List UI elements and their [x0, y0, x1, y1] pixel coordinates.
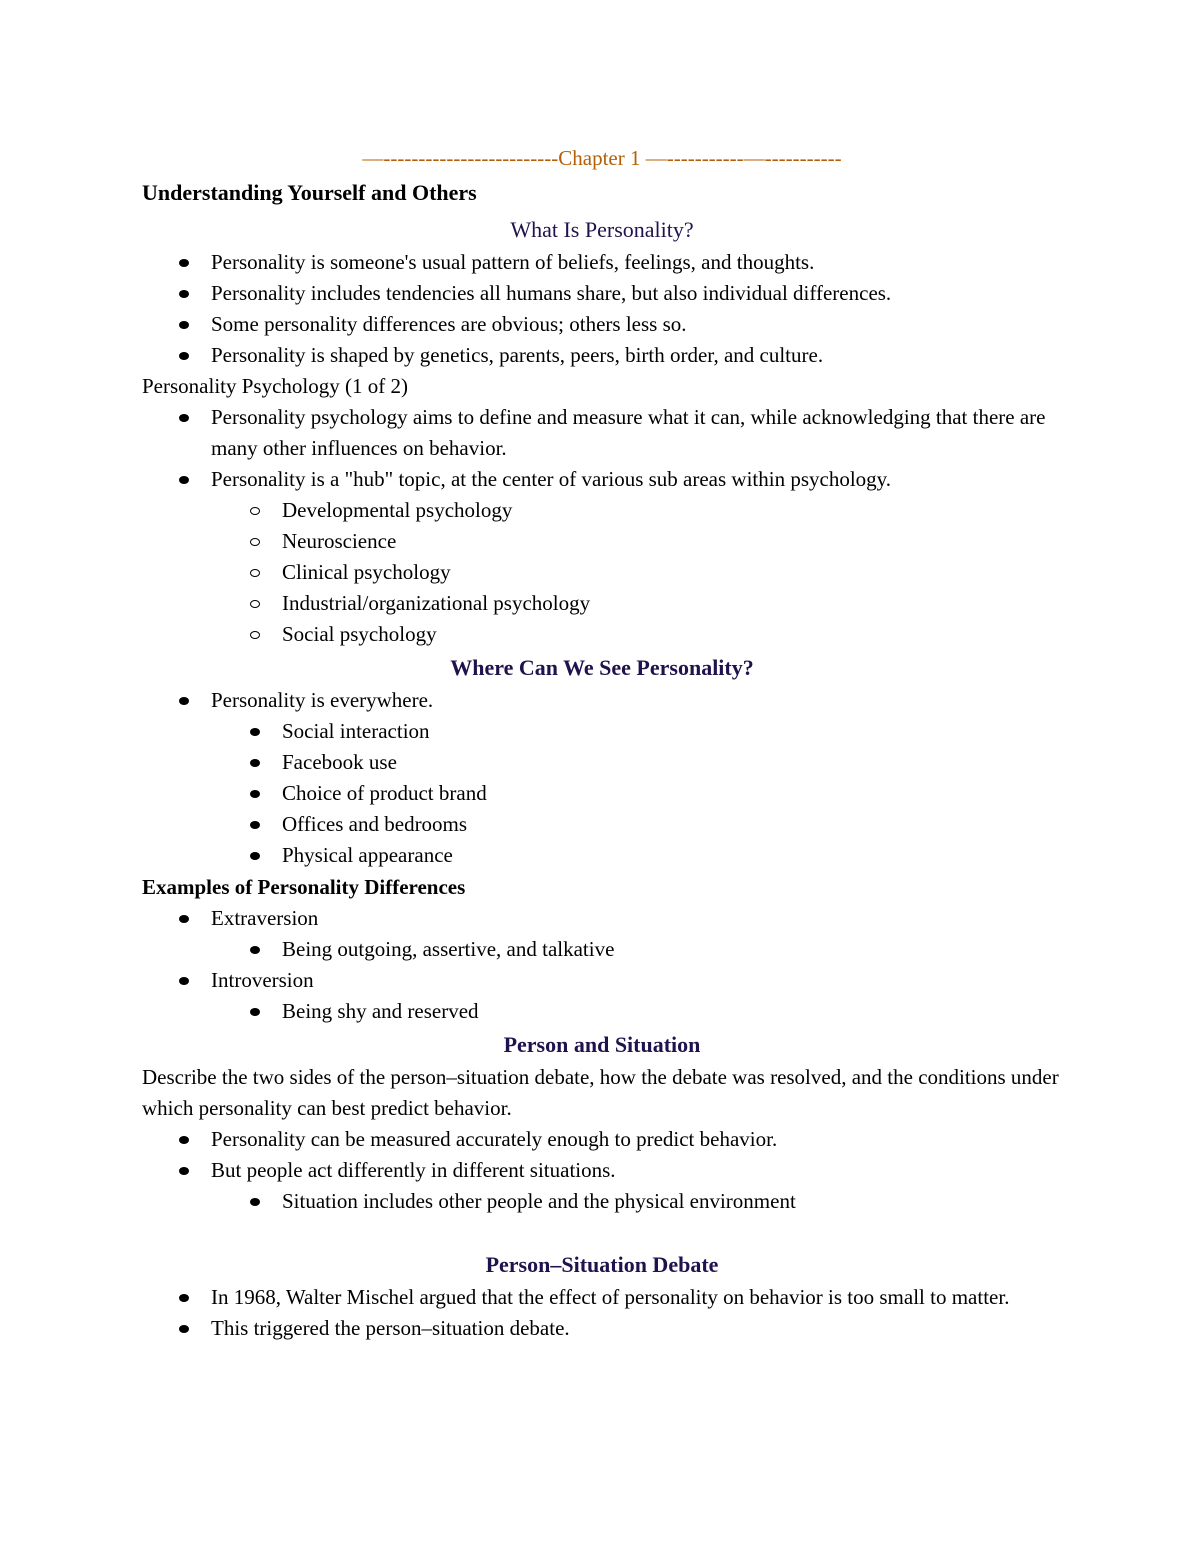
sub-list-item: Neuroscience [142, 526, 1062, 557]
sub-list-item: Social interaction [142, 716, 1062, 747]
bullet-icon [250, 1008, 260, 1016]
sub-list-item: Clinical psychology [142, 557, 1062, 588]
debate-list [142, 1282, 1062, 1344]
bullet-icon [179, 476, 189, 484]
hollow-bullet-icon [250, 507, 260, 515]
document-content [142, 142, 1062, 1344]
list-item: Personality is someone's usual pattern of beliefs, feelings, and thoughts. [142, 247, 1062, 278]
bullet-icon [179, 414, 189, 422]
bullet-icon [179, 1294, 189, 1302]
heading-person-situation-debate: Person–Situation Debate [485, 1252, 719, 1277]
bullet-icon [250, 759, 260, 767]
bullet-icon [250, 852, 260, 860]
document-title: Understanding Yourself and Others [142, 180, 477, 205]
bullet-icon [250, 790, 260, 798]
list-item: Extraversion [142, 903, 1062, 934]
bullet-icon [179, 1136, 189, 1144]
examples-list [142, 903, 1062, 1027]
sub-list-item: Physical appearance [142, 840, 1062, 871]
list-item: Personality includes tendencies all humans share, but also individual differences. [142, 278, 1062, 309]
list-item: Personality is shaped by genetics, parents, peers, birth order, and culture. [142, 340, 1062, 371]
hollow-bullet-icon [250, 538, 260, 546]
bullet-icon [179, 1325, 189, 1333]
person-situation-description: Describe the two sides of the person–situation debate, how the debate was resolved, and the conditions under which personality can best predict behavior. [142, 1065, 1059, 1120]
list-item: In 1968, Walter Mischel argued that the effect of personality on behavior is too small to matter. [142, 1282, 1062, 1313]
bullet-icon [179, 697, 189, 705]
bullet-icon [179, 915, 189, 923]
sub-list-item: Being outgoing, assertive, and talkative [142, 934, 1062, 965]
hollow-bullet-icon [250, 631, 260, 639]
heading-what-is-personality: What Is Personality? [510, 217, 694, 242]
bullet-icon [250, 821, 260, 829]
bullet-icon [179, 1167, 189, 1175]
sub-list-item: Choice of product brand [142, 778, 1062, 809]
personality-psychology-list [142, 402, 1062, 650]
bullet-icon [179, 259, 189, 267]
list-item: Personality psychology aims to define and measure what it can, while acknowledging that there are many other influences on behavior. [142, 402, 1062, 464]
heading-examples-of-personality-differences: Examples of Personality Differences [142, 875, 466, 899]
bullet-icon [179, 977, 189, 985]
list-item: But people act differently in different situations. [142, 1155, 1062, 1186]
person-situation-list [142, 1124, 1062, 1217]
list-item: This triggered the person–situation debate. [142, 1313, 1062, 1344]
personality-psychology-label: Personality Psychology (1 of 2) [142, 374, 408, 398]
hollow-bullet-icon [250, 600, 260, 608]
spacer [142, 1217, 1062, 1247]
what-is-personality-list [142, 247, 1062, 371]
sub-list-item: Social psychology [142, 619, 1062, 650]
sub-list-item: Industrial/organizational psychology [142, 588, 1062, 619]
where-list [142, 685, 1062, 871]
sub-list-item: Facebook use [142, 747, 1062, 778]
list-item: Introversion [142, 965, 1062, 996]
heading-where-can-we-see-personality: Where Can We See Personality? [450, 655, 754, 680]
hollow-bullet-icon [250, 569, 260, 577]
bullet-icon [179, 352, 189, 360]
list-item: Personality is a "hub" topic, at the center of various sub areas within psychology. [142, 464, 1062, 495]
bullet-icon [179, 290, 189, 298]
heading-person-and-situation: Person and Situation [503, 1032, 701, 1057]
sub-list-item: Developmental psychology [142, 495, 1062, 526]
bullet-icon [179, 321, 189, 329]
list-item: Some personality differences are obvious; others less so. [142, 309, 1062, 340]
bullet-icon [250, 1198, 260, 1206]
list-item: Personality is everywhere. [142, 685, 1062, 716]
sub-list-item: Situation includes other people and the physical environment [142, 1186, 1062, 1217]
list-item: Personality can be measured accurately enough to predict behavior. [142, 1124, 1062, 1155]
bullet-icon [250, 946, 260, 954]
sub-list-item: Offices and bedrooms [142, 809, 1062, 840]
sub-list-item: Being shy and reserved [142, 996, 1062, 1027]
chapter-divider: —-------------------------Chapter 1 —-----------—----------- [362, 146, 842, 170]
bullet-icon [250, 728, 260, 736]
